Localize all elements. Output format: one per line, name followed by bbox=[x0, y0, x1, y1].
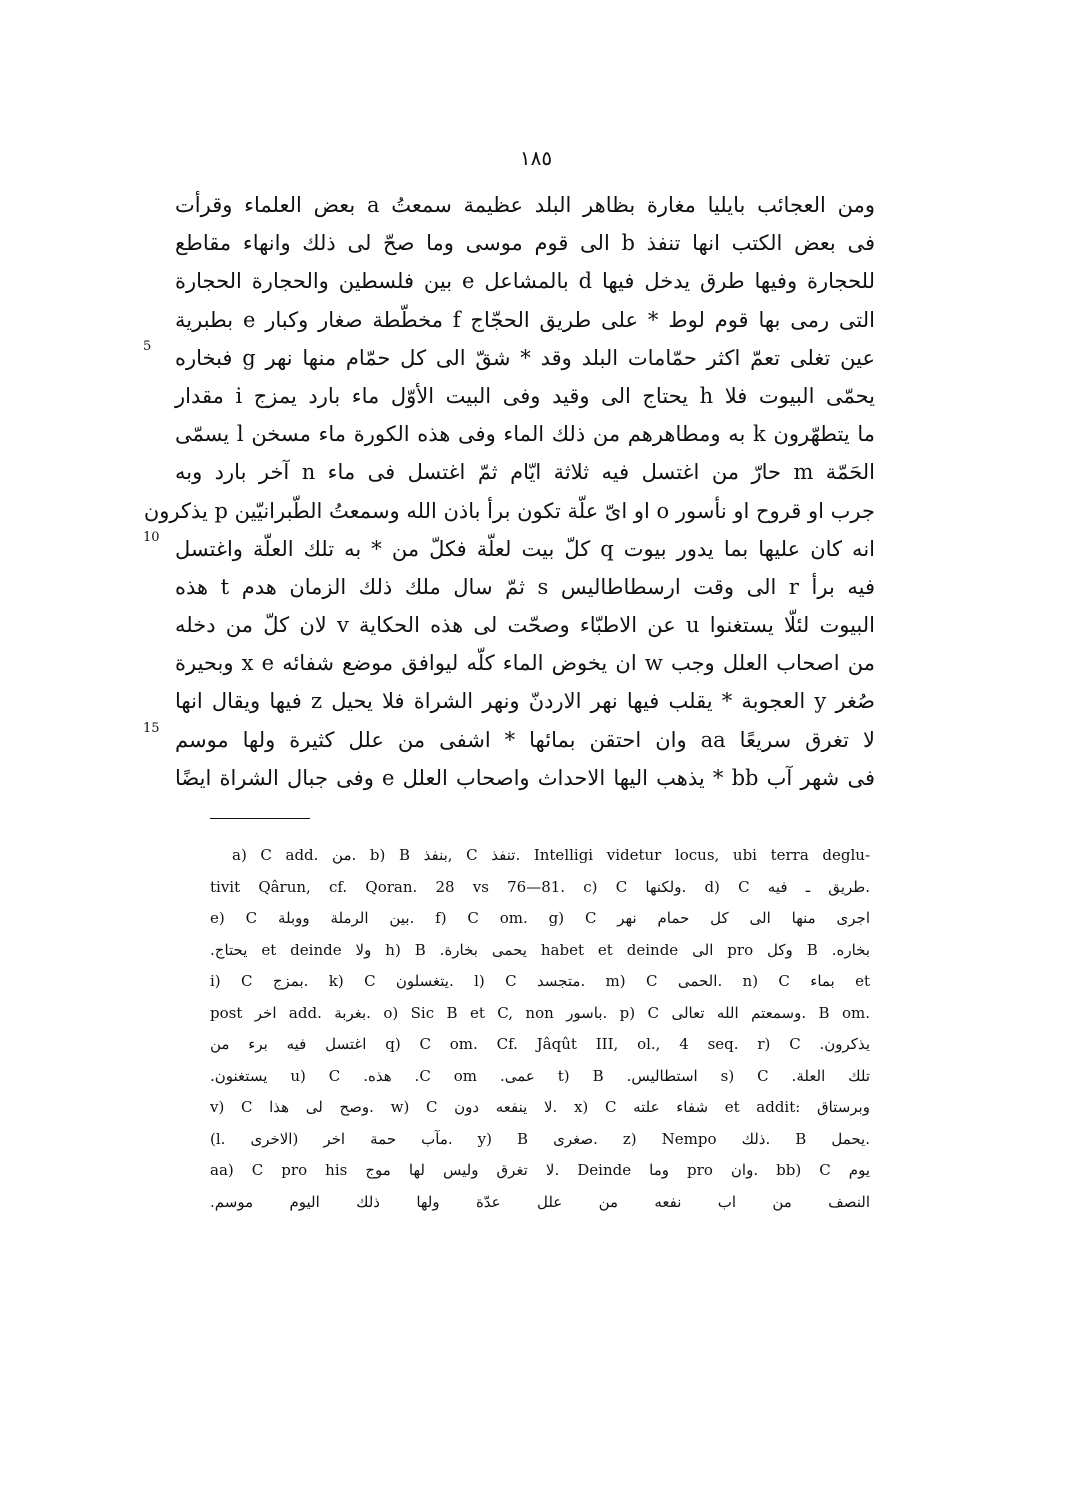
text-line-content: لا تغرق سريعًا aa وان احتقن بمائها * اشفى من علل كثيرة ولها موسم bbox=[175, 727, 875, 752]
footnote-line: تلك العلة. s) C استطاليس. t) B عمى. C om. هذه. u) C يستغنون. bbox=[210, 1066, 871, 1085]
footnote-line: aa) C pro his لا تغرق وليس لها موج. Deinde وما pro وان. bb) C يوم bbox=[210, 1161, 871, 1179]
text-line bbox=[175, 759, 875, 797]
text-line bbox=[175, 606, 875, 644]
text-line-content: فى شهر آب bb * يذهب اليها الاحداث واصحاب العلل e وفى جبال الشراة ايضًا bbox=[175, 765, 875, 790]
line-number: 15 bbox=[143, 720, 160, 736]
line-number: 10 bbox=[143, 529, 160, 545]
text-line bbox=[175, 377, 875, 415]
footnote-line: (l. الاخرى) مآب حمة اخر. y) B صغرى. z) Nempo ذلك. B يحمل. bbox=[210, 1129, 870, 1148]
text-line-content: انه كان عليها بما يدور بيوت q كلّ بيت لعلّة فكلّ من * به تلك العلّة واغتسل bbox=[175, 536, 875, 561]
footnote-line: a) C add. من. b) B بنفذ, C تنفذ. Intelligi videtur locus, ubi terra deglu- bbox=[232, 846, 871, 864]
text-line bbox=[175, 453, 875, 491]
text-line-content: فى بعض الكتب انها تنفذ b الى قوم موسى وما صحّ لى ذلك وانهاء مقاطع bbox=[175, 231, 875, 256]
page-number: ١٨٥ bbox=[519, 146, 553, 170]
footnote-line: tivit Qârun, cf. Qoran. 28 vs 76—81. c) C ولكنها. d) C طريق ـ فيه. bbox=[210, 877, 870, 896]
footnote-line: v) C وصح لى هذا. w) C لا ينفعه دون. x) C شفاء علته et addit: وبرستاق bbox=[210, 1098, 870, 1116]
text-line-content: فيه برأ r الى وقت ارسطاطاليس s ثمّ سال ملك ذلك الزمان هدم t هذه bbox=[175, 574, 875, 599]
footnotes bbox=[210, 840, 870, 1218]
footnote-line: post اخر add. بغربة. o) Sic B et C, non باسور. p) C وسمعتم الله تعالى. B om. bbox=[210, 1003, 870, 1022]
text-line-content: صُغر y العجوبة * يقلب فيها نهر الاردنّ ونهر الشراة فلا يحيل z فيها ويقال انها bbox=[175, 689, 875, 714]
text-line-content: يحمّى البيوت فلا h يحتاج الى وقيد وفى البيت الأوّل ماء بارد يمزج i مقدار bbox=[175, 383, 876, 408]
text-line bbox=[175, 415, 875, 453]
footnote-line: بخاره. B وكل pro الى habet et deinde يحمى بخارة. h) B ولا et deinde يحتاج. bbox=[210, 940, 870, 959]
text-line-content: البيوت لئلّا يستغنوا u عن الاطبّاء وصحّت لى هذه الحكاية v لان كلّ من دخله bbox=[175, 613, 876, 638]
text-line bbox=[175, 682, 875, 720]
line-number: 5 bbox=[143, 338, 152, 354]
text-line bbox=[175, 644, 875, 682]
text-line-content: من اصحاب العلل وجب w ان يخوض الماء كلّه ليوافق موضع شفائه x e وبحيرة bbox=[175, 651, 875, 676]
text-line bbox=[175, 186, 875, 224]
footnote-line: يذكرون. q) C om. Cf. Jâqût III, ol., 4 seq. r) C اغتسل فيه برء من bbox=[210, 1035, 870, 1053]
text-line-content: جرب او قروح او نأسور o او اىّ علّة تكون برأ باذن الله وسمعتُ الطّبرانيّين p يذكرون bbox=[143, 498, 875, 523]
text-line bbox=[143, 529, 875, 568]
text-line-content: التى رمى بها قوم لوط * على طريق الحجّاج f مخطّطة صغار وكبار e بطبرية bbox=[175, 307, 876, 332]
text-line bbox=[143, 492, 875, 530]
text-line bbox=[175, 568, 875, 606]
footnote-line: e) C بين الرملة ووبلة. f) C om. g) C اجرى منها الى كل حمام نهر bbox=[210, 909, 870, 927]
text-line bbox=[143, 720, 875, 759]
main-text bbox=[143, 186, 876, 797]
text-line bbox=[175, 224, 875, 262]
text-line-content: ومن العجائب بايليا مغارة بظاهر البلد عظيمة سمعتُ a بعض العلماء وقرأت bbox=[175, 193, 875, 217]
text-line bbox=[175, 262, 875, 300]
text-line bbox=[175, 301, 875, 339]
text-line bbox=[143, 338, 875, 377]
footnote-divider bbox=[210, 818, 310, 819]
text-line-content: ما يتطهّرون k به ومطاهرهم من ذلك الماء وفى هذه الكورة ماء مسخن l يسمّى bbox=[175, 422, 875, 447]
footnote-line: النصف من اب نفعه من علل عدّة ولها ذلك اليوم موسم. bbox=[210, 1192, 870, 1211]
text-line-content: للحجارة وفيها طرق يدخل فيها d بالمشاعل e بين فلسطين والحجارة الحجارة bbox=[175, 269, 876, 294]
text-line-content: الحَمّة m حارّ من اغتسل فيه ثلاثة ايّام ثمّ اغتسل فى ماء n آخر بارد وبه bbox=[175, 460, 875, 485]
text-line-content: عين تغلى تعمّ اكثر حمّامات البلد وقد * شقّ الى كل حمّام منها نهر g فبخاره bbox=[175, 345, 875, 370]
footnote-line: i) C بمزج. k) C يتغسلون. l) C متجسد. m) C الحمى. n) C بماء et bbox=[210, 972, 871, 990]
